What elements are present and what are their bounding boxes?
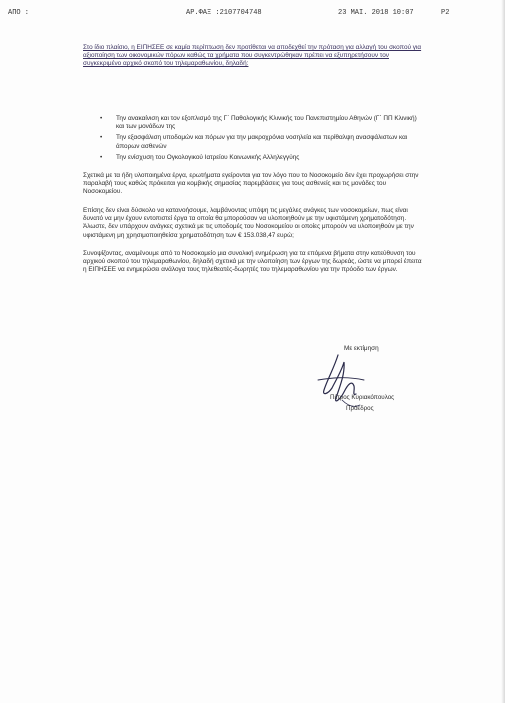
signer-title: Πρόεδρος [346, 405, 374, 412]
signer-name: Πέτρος Κυριακόπουλος [330, 394, 395, 401]
bullet-text: Την ανακαίνιση και τον εξοπλισμό της Γ΄ Παθολογικής Κλινικής του Πανεπιστημίου Αθηνών (Γ΄ ΠΠ Κλινική) και των μονάδων της [116, 115, 417, 131]
signature-icon [298, 350, 388, 410]
bullet-text: Την εξασφάλιση υποδομών και πόρων για την μακροχρόνια νοσηλεία και περίθαλψη ανασφάλιστων και άπορων ασθενών [116, 134, 408, 150]
bullet-icon: • [100, 115, 103, 122]
bullet-text: Την ενίσχυση του Ογκολογικού Ιατρείου Κοινωνικής Αλληλεγγύης [116, 153, 300, 161]
intro-paragraph: Στο ίδιο πλαίσιο, η ΕΙΠΗΣΕΕ σε καμία περίπτωση δεν προτίθεται να αποδεχθεί την πρόταση για αλλαγή του σκοπού για αξιοποίηση των οικονομικών πόρων καθώς τα χρήματα που συγκεντρώθηκαν πρέπει να εξυπηρετήσουν τον συγκεκριμένο αρχικό σκοπό του τηλεμαραθωνίου, δηλαδή: [83, 44, 422, 68]
fax-number: ΑΡ.ΦΑΞ :2107704748 [186, 9, 262, 17]
paragraph-completed-projects: Σχετικά με τα ήδη υλοποιημένα έργα, ερωτήματα εγείρονται για τον λόγο που το Νοσοκομείο δεν έχει προχωρήσει στην παραλαβή τους καθώς πρόκειται για κομβικής σημασίας παρεμβάσεις για τους ασθενείς και τις μονάδες του Νοσοκομείου. [83, 172, 419, 196]
paragraph-hospital-needs: Επίσης δεν είναι δύσκολο να κατανοήσουμε, λαμβάνοντας υπόψη τις μεγάλες ανάγκες των νοσοκομείων, πως είναι δυνατό να μην έχουν εντοπιστεί έργα τα οποία θα μπορούσαν να υλοποιηθούν με την υφιστάμενη χρηματοδότηση. Άλωστε, δεν υπάρχουν ανάγκες σχετικά με τις υποδομές του Νοσοκομείου οι οποίες μπορούν να υλοποιηθούν με την υφιστάμενη μη χρησιμοποιηθείσα χρηματοδότηση των € 153.038,47 ευρώ; [83, 207, 414, 239]
fax-header [8, 9, 493, 21]
list-item [96, 134, 426, 150]
closing-salutation: Με εκτίμηση [344, 345, 379, 352]
fax-page-number: P2 [441, 9, 450, 17]
bullet-list [96, 115, 426, 165]
page-edge [501, 0, 505, 703]
fax-datetime: 23 ΜΑΙ. 2018 10:07 [338, 9, 414, 17]
fax-from-label: ΑΠΟ : [8, 9, 30, 17]
bullet-icon: • [100, 134, 103, 142]
list-item [96, 154, 426, 162]
list-item [96, 115, 426, 131]
bullet-icon: • [100, 153, 103, 161]
paragraph-summary: Συνοψίζοντας, αναμένουμε από το Νοσοκομείο μια συνολική ενημέρωση για τα επόμενα βήματα στην κατεύθυνση του αρχικού σκοπού του τηλεμαραθωνίου, δηλαδή σχετικά με την υλοποίηση των έργων της δωρεάς, ώστε να μπορεί έπειτα η ΕΙΠΗΣΕΕ να ενημερώσει ανάλογα τους τηλεθεατές-δωρητές του τηλεμαραθωνίου για την πρόοδο των έργων. [83, 250, 422, 274]
